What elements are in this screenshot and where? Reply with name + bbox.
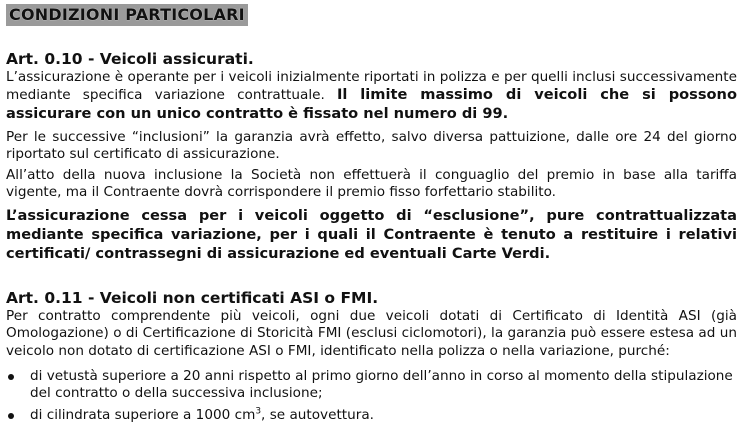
article-0-10-paragraph-2: Per le successive “inclusioni” la garanzia avrà effetto, salvo diversa pattuizione, dalle ore 24 del giorno riportato sul certificato di assicurazione. xyxy=(6,129,737,163)
list-item xyxy=(6,407,737,424)
article-0-10-paragraph-1-text: L’assicurazione è operante per i veicoli inizialmente riportati in polizza e per quelli inclusi successivamente mediante specifica variazione contrattuale. xyxy=(6,69,737,104)
superscript-3: 3 xyxy=(255,406,262,417)
article-0-11-paragraph-1: Per contratto comprendente più veicoli, ogni due veicoli dotati di Certificato di Identità ASI (già Omologazione) o di Certificazione di Storicità FMI (esclusi ciclomotori), la garanzia può essere estesa ad un veicolo non dotato di certificazione ASI o FMI, identificato nella polizza o nella variazione, purché: xyxy=(6,308,737,359)
article-0-10-exclusion-clause: L’assicurazione cessa per i veicoli oggetto di “esclusione”, pure contrattualizzata mediante specifica variazione, per i quali il Contraente è tenuto a restituire i relativi certificati/ contrassegni di assicurazione ed eventuali Carte Verdi. xyxy=(6,207,737,262)
article-title-0-11: Art. 0.11 - Veicoli non certificati ASI o FMI. xyxy=(6,289,379,307)
article-0-10-vehicle-limit: Il limite massimo di veicoli che si possono assicurare con un unico contratto è fissato nel numero di 99. xyxy=(6,86,737,122)
list-item-text-post: , se autovettura. xyxy=(261,406,374,423)
article-0-10-paragraph-3: All’atto della nuova inclusione la Società non effettuerà il conguaglio del premio in base alla tariffa vigente, ma il Contraente dovrà corrispondere il premio fisso forfettario stabilito. xyxy=(6,167,737,201)
article-title-0-10: Art. 0.10 - Veicoli assicurati. xyxy=(6,50,254,68)
list-item-text-pre: di cilindrata superiore a 1000 cm xyxy=(30,406,256,423)
list-item xyxy=(6,368,737,403)
article-0-11-conditions-list xyxy=(6,368,737,424)
bullet-icon xyxy=(8,374,14,380)
list-item-text: di vetustà superiore a 20 anni rispetto al primo giorno dell’anno in corso al momento della stipulazione del contratto o della successiva inclusione; xyxy=(30,368,733,402)
section-header: CONDIZIONI PARTICOLARI xyxy=(6,4,248,26)
bullet-icon xyxy=(8,413,14,419)
article-0-10-paragraph-1 xyxy=(6,69,737,123)
